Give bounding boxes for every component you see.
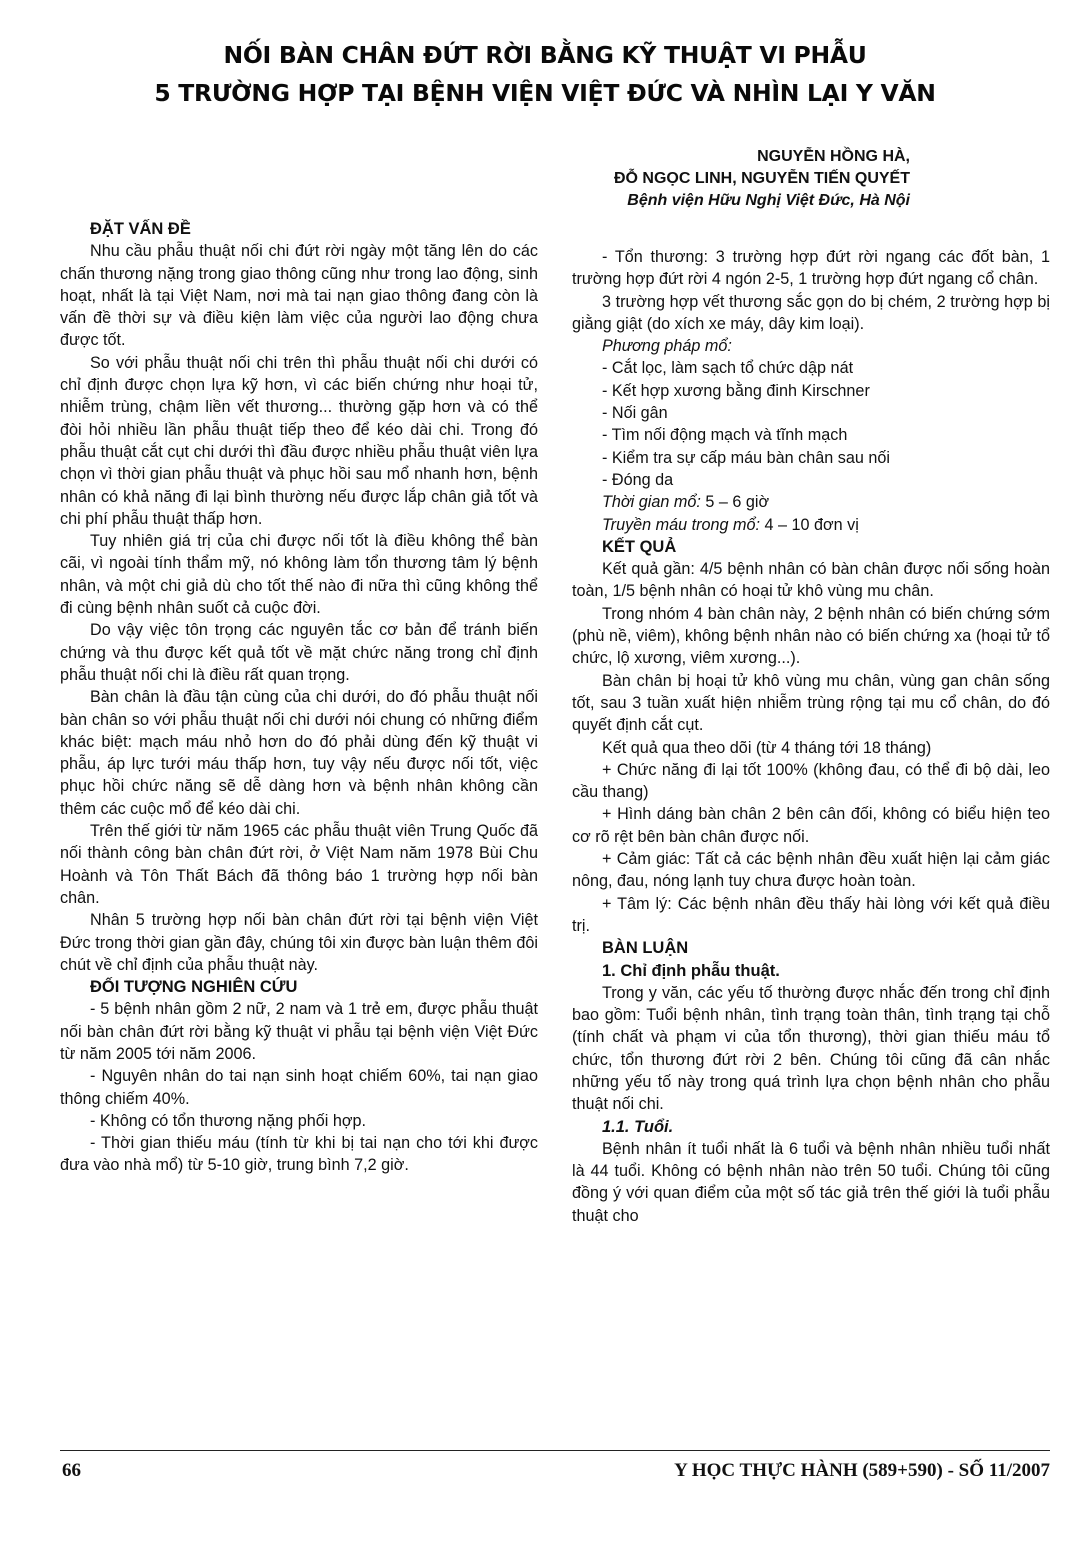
paragraph: Bàn chân bị hoại tử khô vùng mu chân, vùng gan chân sống tốt, sau 3 tuần xuất hiện nhiễm trùng rộng tại mu cổ chân, do đó quyết định cắt cụt. <box>572 671 1050 735</box>
method-label: Phương pháp mổ: <box>602 337 732 356</box>
operation-time-label: Thời gian mổ: <box>602 493 701 512</box>
heading-ket-qua: KẾT QUẢ <box>602 537 677 556</box>
method-item: - Kiểm tra sự cấp máu bàn chân sau nối <box>602 448 890 467</box>
paragraph: Trong y văn, các yếu tố thường được nhắc đến trong chỉ định bao gồm: Tuổi bệnh nhân, tình trạng toàn thân, tình trạng tại chỗ (tính chất và phạm vi của tổn thương), thời gian thiếu máu tổ chức, tổn thương đứt rời 2 bên. Chúng tôi cũng đã cân nhắc những yếu tố này trong quá trình lựa chọn bệnh nhân cho phẫu thuật nối chi. <box>572 983 1050 1114</box>
bullet-item: - Nguyên nhân do tai nạn sinh hoạt chiếm 60%, tai nạn giao thông chiếm 40%. <box>60 1067 538 1108</box>
paragraph: Trong nhóm 4 bàn chân này, 2 bệnh nhân có biến chứng sớm (phù nề, viêm), không bệnh nhân nào có biến chứng xa (hoại tử tổ chức, lộ xương, viêm xương...). <box>572 604 1050 668</box>
transfusion-label: Truyền máu trong mổ: <box>602 515 761 534</box>
heading-dat-van-de: ĐẶT VẤN ĐỀ <box>90 220 191 238</box>
heading-tuoi: 1.1. Tuổi. <box>602 1117 674 1136</box>
bullet-item: - Tổn thương: 3 trường hợp đứt rời ngang các đốt bàn, 1 trường hợp đứt rời 4 ngón 2-5, 1 trường hợp đứt ngang cổ chân. <box>572 248 1050 289</box>
paragraph: So với phẫu thuật nối chi trên thì phẫu thuật nối chi dưới có chỉ định được chọn lựa kỹ hơn, vì các biến chứng như hoại tử, nhiễm trùng, chậm liền vết thương... thường gặp hơn và có thể đòi hỏi nhiều lần phẫu thuật tiếp theo để kéo dài chi. Trong đó phẫu thuật cắt cụt chi dưới thì đầu được nhiều phẫu thuật viên lựa chọn vì thời gian phẫu thuật và phục hồi sau mổ nhanh hơn, bệnh nhân có khả năng đi lại bình thường nếu được lắp chân giả tốt và chi phí phẫu thuật thấp hơn. <box>60 353 538 528</box>
paragraph: Kết quả qua theo dõi (từ 4 tháng tới 18 tháng) <box>602 738 932 757</box>
article-title <box>60 36 1030 112</box>
author-line-1: NGUYỄN HỒNG HÀ, <box>757 148 910 165</box>
bullet-item: - Không có tổn thương nặng phối hợp. <box>90 1111 366 1130</box>
left-column <box>60 218 538 1177</box>
paragraph: 3 trường hợp vết thương sắc gọn do bị chém, 2 trường hợp bị giằng giật (do xích xe máy, dây kim loại). <box>572 292 1050 333</box>
title-line-1: NỐI BÀN CHÂN ĐỨT RỜI BẰNG KỸ THUẬT VI PHẪU <box>223 41 867 69</box>
title-line-2: 5 TRƯỜNG HỢP TẠI BỆNH VIỆN VIỆT ĐỨC VÀ NHÌN LẠI Y VĂN <box>154 79 936 107</box>
operation-time <box>572 491 1050 513</box>
paragraph: Trên thế giới từ năm 1965 các phẫu thuật viên Trung Quốc đã nối thành công bàn chân đứt rời, ở Việt Nam năm 1978 Bùi Chu Hoành và Tôn Thất Bách đã thông báo 1 trường hợp nối bàn chân. <box>60 822 538 907</box>
heading-ban-luan: BÀN LUẬN <box>602 939 689 958</box>
paragraph: Nhân 5 trường hợp nối bàn chân đứt rời tại bệnh viện Việt Đức trong thời gian gần đây, chúng tôi xin được bàn luận thêm đôi chút về chỉ định của phẫu thuật này. <box>60 911 538 974</box>
result-item: + Hình dáng bàn chân 2 bên cân đối, không có biểu hiện teo cơ rõ rệt bên bàn chân được nối. <box>572 805 1050 846</box>
paragraph: Nhu cầu phẫu thuật nối chi đứt rời ngày một tăng lên do các chấn thương nặng trong giao thông cũng như trong lao động, sinh hoạt, nhất là tại Việt Nam, nơi mà tai nạn giao thông đang còn là vấn đề thời sự và điều kiện làm việc của người lao động chưa được tốt. <box>60 242 538 350</box>
paragraph: Bệnh nhân ít tuổi nhất là 6 tuổi và bệnh nhân nhiều tuổi nhất là 44 tuổi. Không có bệnh nhân nào trên 50 tuổi. Chúng tôi cũng đồng ý với quan điểm của một số tác giả trên thế giới là tuổi phẫu thuật cho <box>572 1139 1050 1225</box>
bullet-item: - 5 bệnh nhân gồm 2 nữ, 2 nam và 1 trẻ em, được phẫu thuật nối bàn chân đứt rời bằng kỹ thuật vi phẫu tại bệnh viện Việt Đức từ năm 2005 tới năm 2006. <box>60 1000 538 1063</box>
result-item: + Chức năng đi lại tốt 100% (không đau, có thể đi bộ dài, leo cầu thang) <box>572 760 1050 802</box>
method-item: - Cắt lọc, làm sạch tổ chức dập nát <box>602 359 854 378</box>
paragraph: Bàn chân là đầu tận cùng của chi dưới, do đó phẫu thuật nối bàn chân so với phẫu thuật nối chi dưới nói chung có những điểm khác biệt: mạch máu nhỏ hơn do đó phải dùng đến kỹ thuật vi phẫu, áp lực tưới máu thấp hơn, tuy vậy nếu được nối tốt, việc phục hồi chức năng sẽ dễ dàng hơn và bệnh nhân không cần thêm các cuộc mổ để kéo dài chi. <box>60 688 538 818</box>
result-item: + Tâm lý: Các bệnh nhân đều thấy hài lòng với kết quả điều trị. <box>572 894 1050 935</box>
page-number: 66 <box>62 1460 81 1481</box>
method-item: - Kết hợp xương bằng đinh Kirschner <box>602 381 870 400</box>
heading-chi-dinh: 1. Chỉ định phẫu thuật. <box>602 961 780 980</box>
paragraph: Tuy nhiên giá trị của chi được nối tốt là điều không thể bàn cãi, vì ngoài tính thẩm mỹ, nó không làm tổn thương tâm lý bệnh nhân, và một chi giả dù cho tốt thế nào đi nữa thì cũng không thể đi cùng bệnh nhân suốt cả cuộc đời. <box>60 532 538 618</box>
journal-name: Y HỌC THỰC HÀNH (589+590) - SỐ 11/2007 <box>674 1460 1050 1481</box>
author-line-2: ĐỖ NGỌC LINH, NGUYỄN TIẾN QUYẾT <box>613 170 910 187</box>
operation-time-value: 5 – 6 giờ <box>700 493 770 512</box>
transfusion <box>572 514 1050 536</box>
paragraph: Do vậy việc tôn trọng các nguyên tắc cơ bản để tránh biến chứng và thu được kết quả tốt về mặt chức năng trong chỉ định phẫu thuật nối chi là điều rất quan trọng. <box>60 621 538 684</box>
footer-rule <box>60 1450 1050 1451</box>
right-column <box>572 246 1050 1227</box>
result-item: + Cảm giác: Tất cả các bệnh nhân đều xuất hiện lại cảm giác nông, đau, nóng lạnh tuy chưa được hoàn toàn. <box>572 850 1050 891</box>
method-item: - Tìm nối động mạch và tĩnh mạch <box>602 426 848 445</box>
method-item: - Nối gân <box>602 404 668 423</box>
affiliation: Bệnh viện Hữu Nghị Việt Đức, Hà Nội <box>627 192 910 209</box>
paragraph: Kết quả gần: 4/5 bệnh nhân có bàn chân được nối sống hoàn toàn, 1/5 bệnh nhân có hoại tử khô vùng mu chân. <box>572 560 1050 601</box>
bullet-item: - Thời gian thiếu máu (tính từ khi bị tai nạn cho tới khi được đưa vào nhà mổ) từ 5-10 giờ, trung bình 7,2 giờ. <box>60 1134 538 1175</box>
transfusion-value: 4 – 10 đơn vị <box>760 515 859 534</box>
method-item: - Đóng da <box>602 470 674 489</box>
heading-doi-tuong: ĐỐI TƯỢNG NGHIÊN CỨU <box>90 978 298 997</box>
author-block <box>480 146 910 212</box>
